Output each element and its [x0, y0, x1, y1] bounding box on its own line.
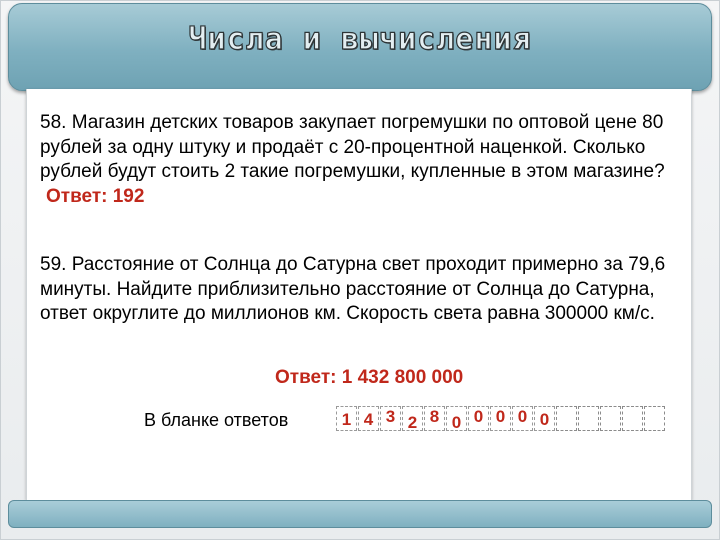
answer-cell: 0	[468, 406, 489, 431]
problem-58	[40, 111, 690, 209]
answer-cell: 0	[534, 406, 555, 431]
answer-cell: 3	[380, 406, 401, 431]
answer-cell	[622, 406, 643, 431]
answer-cell: 4	[358, 406, 379, 431]
title-bar	[8, 3, 712, 91]
answer-cell: 0	[490, 406, 511, 431]
answer-cell: 1	[336, 406, 357, 431]
answer-form-label: В бланке ответов	[144, 410, 289, 430]
problem-59-answer: Ответ: 1 432 800 000	[275, 367, 464, 388]
bottom-bar	[8, 500, 712, 528]
answer-cell: 8	[424, 406, 445, 431]
answer-cell	[556, 406, 577, 431]
answer-cell: 0	[446, 406, 467, 431]
answer-cell	[600, 406, 621, 431]
answer-cell	[644, 406, 665, 431]
answer-cell	[578, 406, 599, 431]
problem-59-text: 59. Расстояние от Солнца до Сатурна свет проходит примерно за 79,6 минуты. Найдите приблизительно расстояние от Солнца до Сатурна, ответ округлите до миллионов км. Скорость света равна 300000 км/с.	[40, 254, 666, 324]
answer-form-cells	[336, 406, 666, 433]
problem-58-answer: Ответ: 192	[46, 185, 145, 207]
problem-59	[40, 253, 690, 327]
answer-cell: 2	[402, 406, 423, 431]
answer-cell: 0	[512, 406, 533, 431]
slide-title: Числа и вычисления	[188, 22, 532, 57]
problem-58-text: 58. Магазин детских товаров закупает погремушки по оптовой цене 80 рублей за одну штуку и продаёт с 20-процентной наценкой. Сколько рублей будут стоить 2 такие погремушки, купленные в этом магазине?	[40, 112, 665, 182]
